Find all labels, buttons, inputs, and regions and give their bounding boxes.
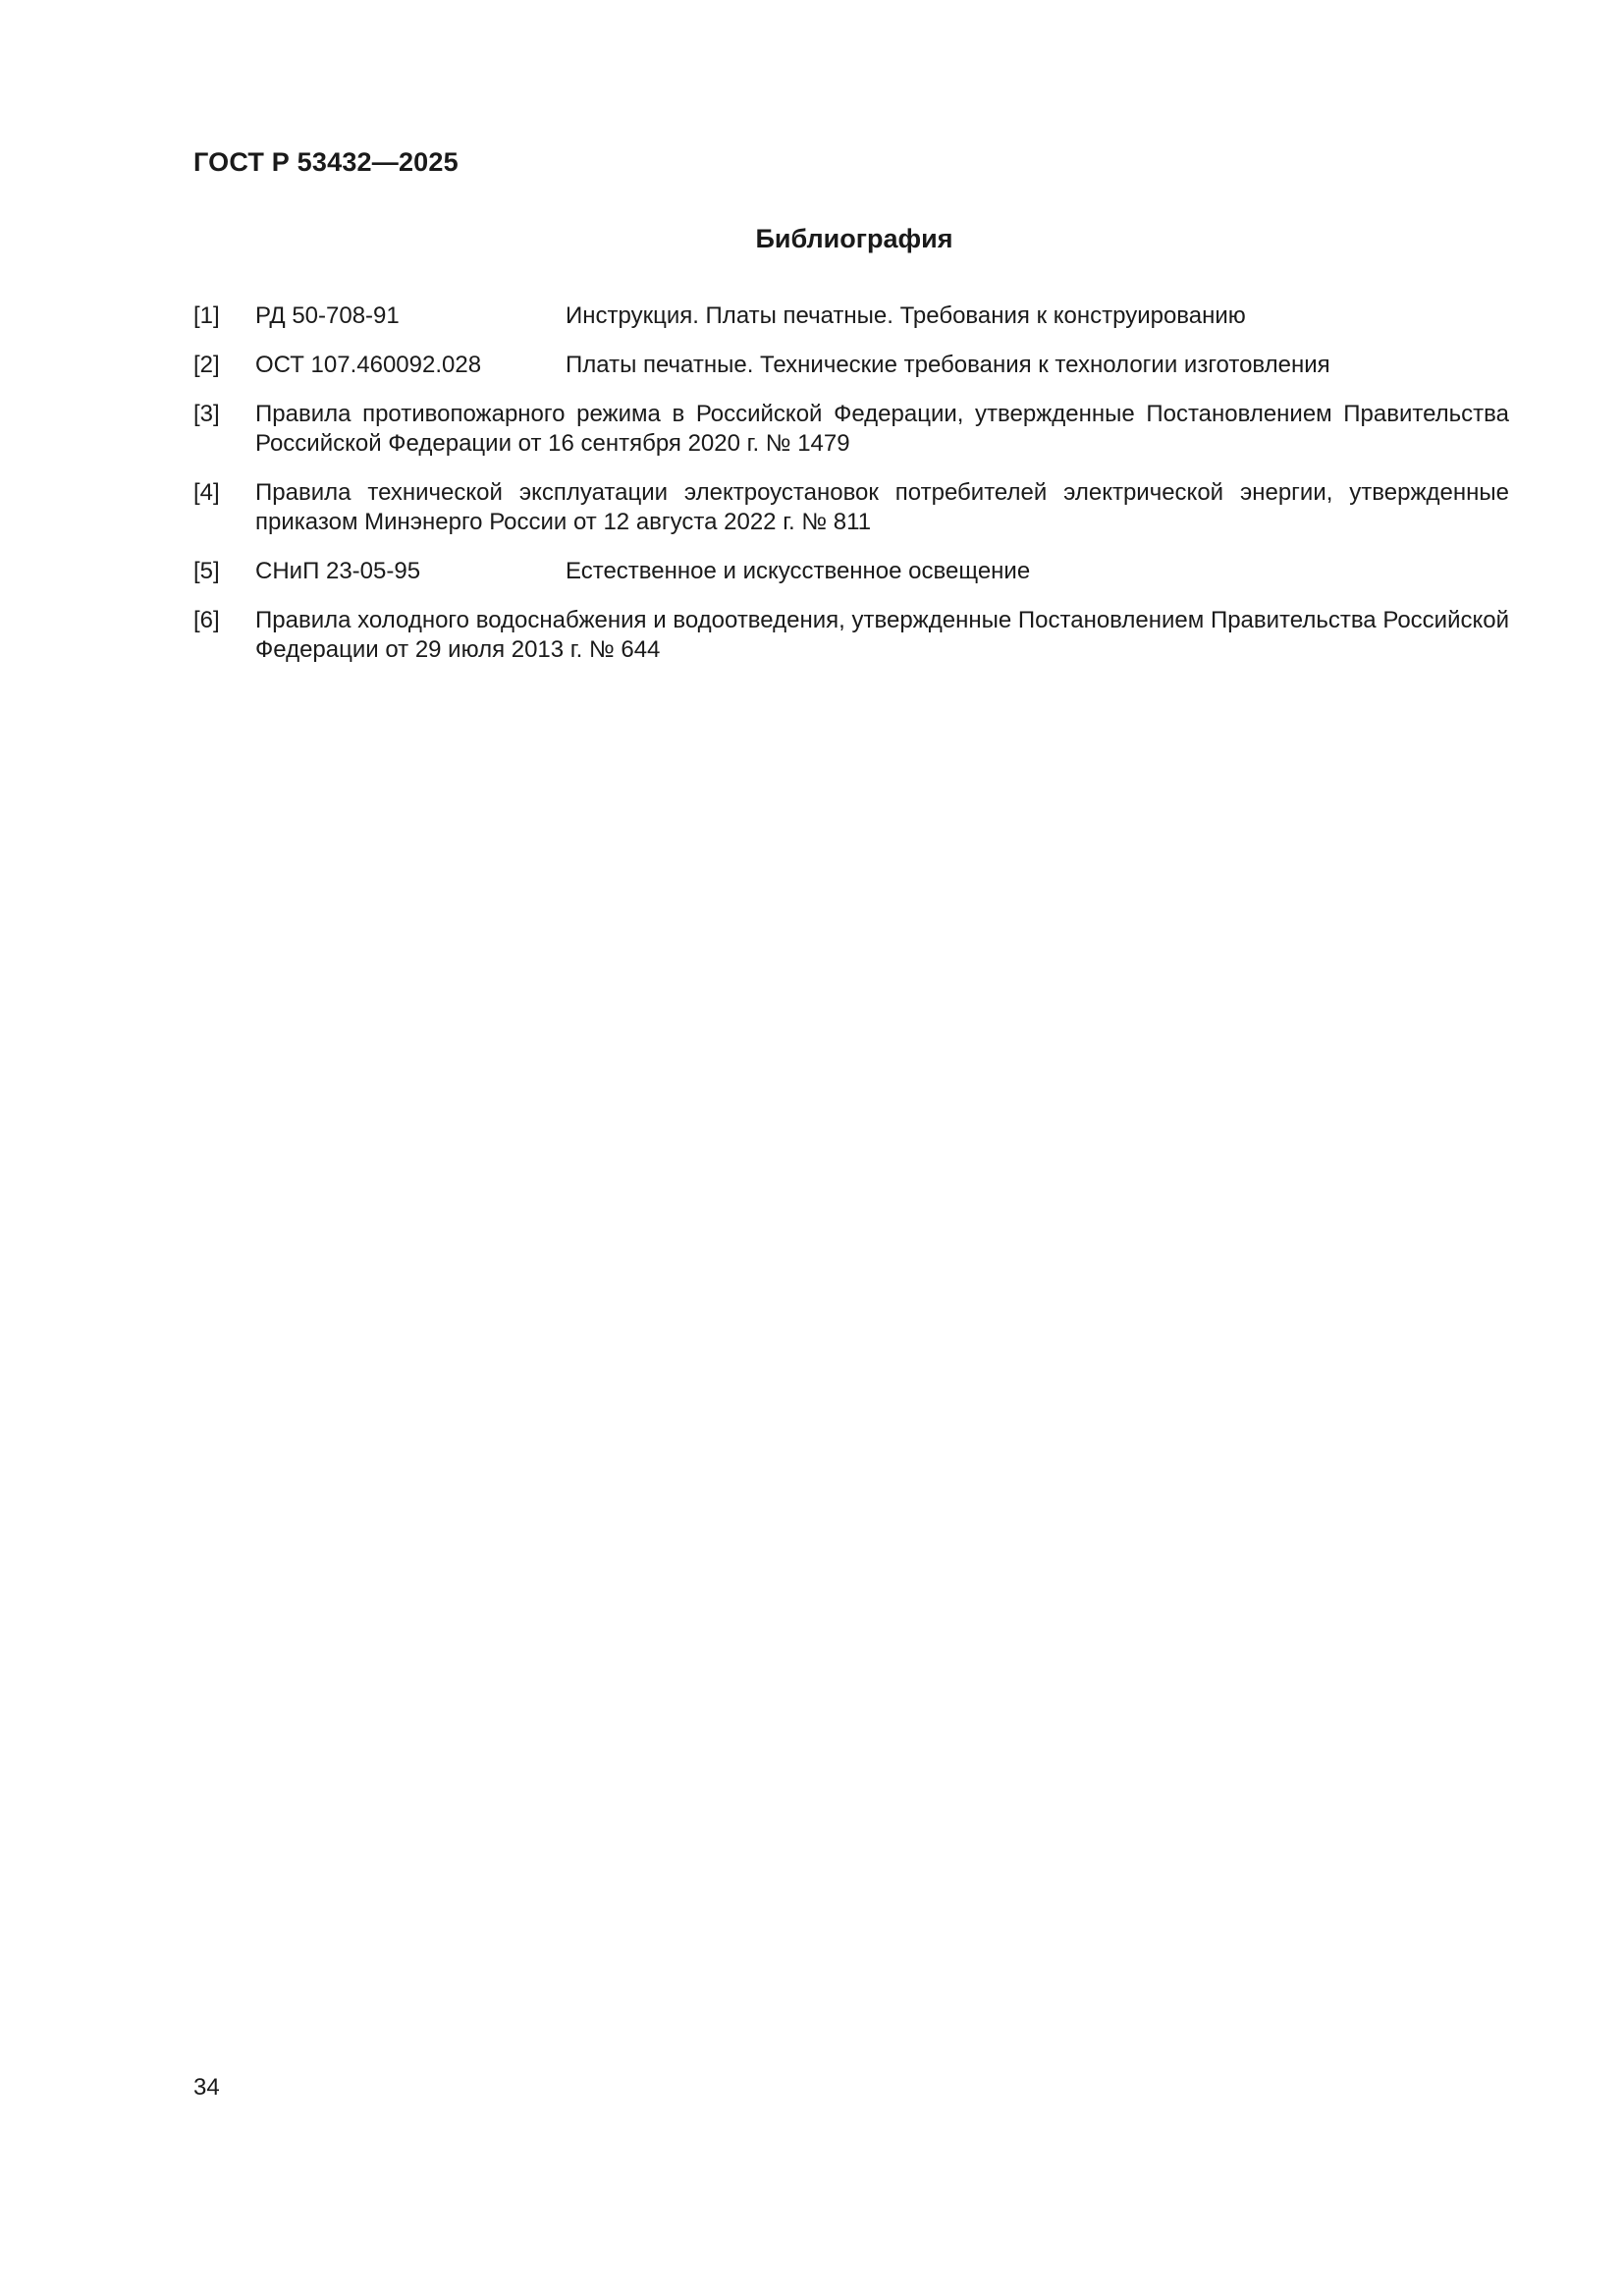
bibliography-code: СНиП 23-05-95 — [255, 558, 421, 584]
bibliography-item-2 — [193, 351, 1509, 380]
bibliography-title: Естественное и искусственное освещение — [566, 558, 1031, 584]
bibliography-item-5 — [193, 557, 1509, 586]
bibliography-item-3 — [193, 400, 1509, 459]
document-code: ГОСТ Р 53432—2025 — [193, 147, 459, 177]
bibliography-list — [193, 301, 1509, 684]
page-number: 34 — [193, 2074, 220, 2101]
bibliography-text: Правила холодного водоснабжения и водоотведения, утвержденные Постановлением Правительства Российской Федерации от 29 июля 2013 г. № 644 — [255, 607, 1509, 663]
bibliography-number: [3] — [193, 401, 220, 427]
bibliography-number: [2] — [193, 352, 220, 378]
bibliography-title: Платы печатные. Технические требования к технологии изготовления — [566, 352, 1330, 378]
bibliography-text: Правила технической эксплуатации электроустановок потребителей электрической энергии, утвержденные приказом Минэнерго России от 12 августа 2022 г. № 811 — [255, 479, 1509, 535]
bibliography-item-6 — [193, 606, 1509, 665]
bibliography-item-4 — [193, 478, 1509, 537]
bibliography-number: [5] — [193, 558, 220, 584]
bibliography-text: Правила противопожарного режима в Российской Федерации, утвержденные Постановлением Правительства Российской Федерации от 16 сентября 2020 г. № 1479 — [255, 401, 1509, 457]
bibliography-number: [1] — [193, 302, 220, 329]
bibliography-number: [4] — [193, 479, 220, 506]
bibliography-title: Инструкция. Платы печатные. Требования к конструированию — [566, 302, 1246, 329]
bibliography-code: ОСТ 107.460092.028 — [255, 352, 482, 378]
bibliography-item-1 — [193, 301, 1509, 331]
bibliography-number: [6] — [193, 607, 220, 633]
bibliography-code: РД 50-708-91 — [255, 302, 400, 329]
section-title: Библиография — [755, 224, 953, 253]
